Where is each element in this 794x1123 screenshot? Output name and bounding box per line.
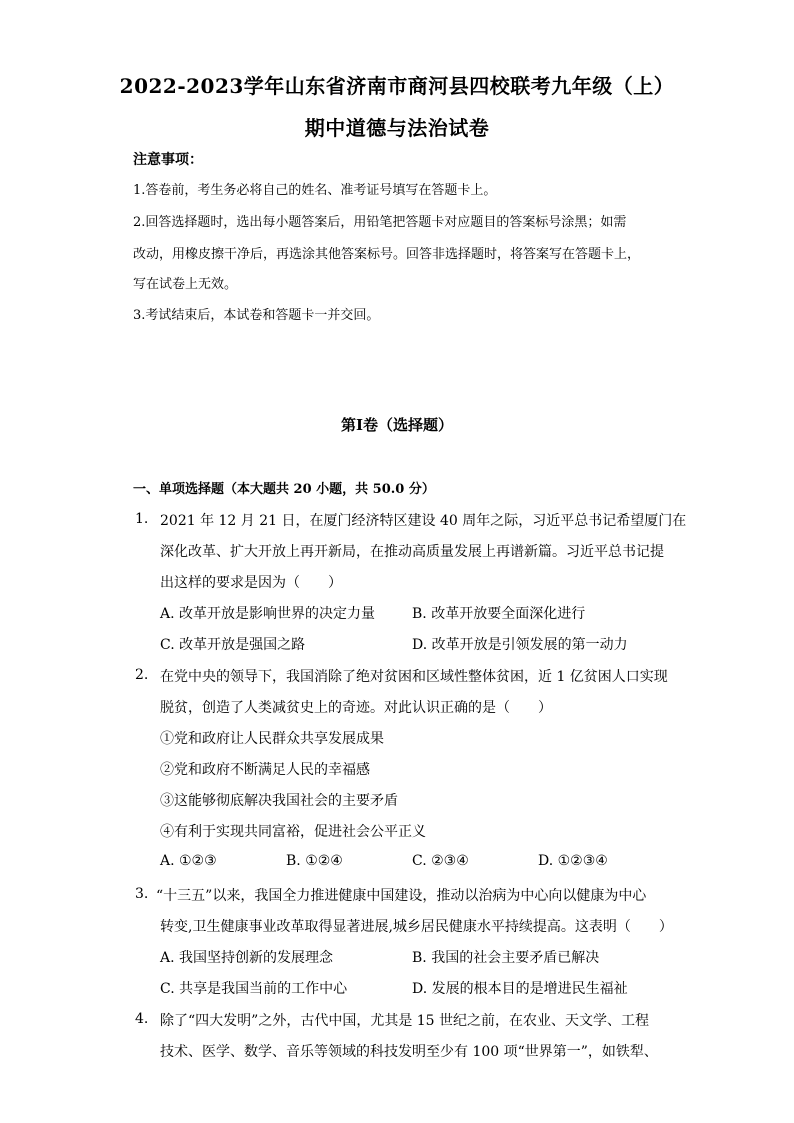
section-title: 第I卷（选择题） [340, 416, 454, 434]
option-a: A. 改革开放是影响世界的决定力量 [160, 606, 376, 622]
option-c: C. 改革开放是强国之路 [160, 637, 306, 653]
question-text: 技术、医学、数学、音乐等领域的科技发明至少有 100 项“世界第一”，如铁犁、 [160, 1044, 658, 1060]
question-text: 2021 年 12 月 21 日，在厦门经济特区建设 40 周年之际，习近平总书记希望厦门在 [160, 513, 687, 529]
option-c: C. 共享是我国当前的工作中心 [160, 981, 348, 997]
question-statement: ②党和政府不断满足人民的幸福感 [160, 762, 370, 778]
option-c: C. ②③④ [412, 853, 469, 869]
option-b: B. 我国的社会主要矛盾已解决 [412, 950, 600, 966]
question-text: 深化改革、扩大开放上再开新局，在推动高质量发展上再谱新篇。习近平总书记提 [160, 544, 664, 560]
question-number: 4. [135, 1011, 149, 1027]
question-text: 除了“四大发明”之外，古代中国，尤其是 15 世纪之前，在农业、天文学、工程 [160, 1013, 650, 1029]
option-d: D. 发展的根本目的是增进民生福祉 [412, 981, 628, 997]
question-text: 脱贫，创造了人类减贫史上的奇迹。对此认识正确的是（ ） [160, 700, 552, 716]
notes-heading: 注意事项： [133, 152, 203, 168]
question-text: “十三五”以来，我国全力推进健康中国建设，推动以治病为中心向以健康为中心 [156, 888, 647, 904]
exam-title-line1: 2022-2023学年山东省济南市商河县四校联考九年级（上） [119, 74, 675, 98]
exam-title-line2: 期中道德与法治试卷 [304, 116, 490, 140]
question-statement: ③这能够彻底解决我国社会的主要矛盾 [160, 793, 398, 809]
question-number: 2. [135, 667, 149, 683]
note-line: 写在试卷上无效。 [133, 277, 238, 292]
option-a: A. 我国坚持创新的发展理念 [160, 950, 334, 966]
question-number: 3. [135, 886, 149, 902]
question-text: 转变,卫生健康事业改革取得显著进展,城乡居民健康水平持续提高。这表明（ ） [160, 919, 673, 935]
note-line: 2.回答选择题时，选出每小题答案后，用铅笔把答题卡对应题目的答案标号涂黑；如需 [133, 215, 627, 230]
question-text: 出这样的要求是因为（ ） [160, 575, 342, 591]
option-b: B. 改革开放要全面深化进行 [412, 606, 586, 622]
question-statement: ①党和政府让人民群众共享发展成果 [160, 731, 384, 747]
note-line: 1.答卷前，考生务必将自己的姓名、准考证号填写在答题卡上。 [133, 183, 497, 198]
option-d: D. ①②③④ [538, 853, 608, 869]
note-line: 改动，用橡皮擦干净后，再选涂其他答案标号。回答非选择题时，将答案写在答题卡上， [133, 247, 641, 262]
option-b: B. ①②④ [286, 853, 343, 869]
option-d: D. 改革开放是引领发展的第一动力 [412, 637, 628, 653]
question-number: 1. [135, 511, 149, 527]
part-heading: 一、单项选择题（本大题共 20 小题，共 50.0 分） [133, 482, 435, 497]
note-line: 3.考试结束后，本试卷和答题卡一并交回。 [133, 308, 380, 323]
option-a: A. ①②③ [160, 853, 217, 869]
question-statement: ④有利于实现共同富裕，促进社会公平正义 [160, 824, 426, 840]
question-text: 在党中央的领导下，我国消除了绝对贫困和区域性整体贫困，近 1 亿贫困人口实现 [160, 669, 668, 685]
